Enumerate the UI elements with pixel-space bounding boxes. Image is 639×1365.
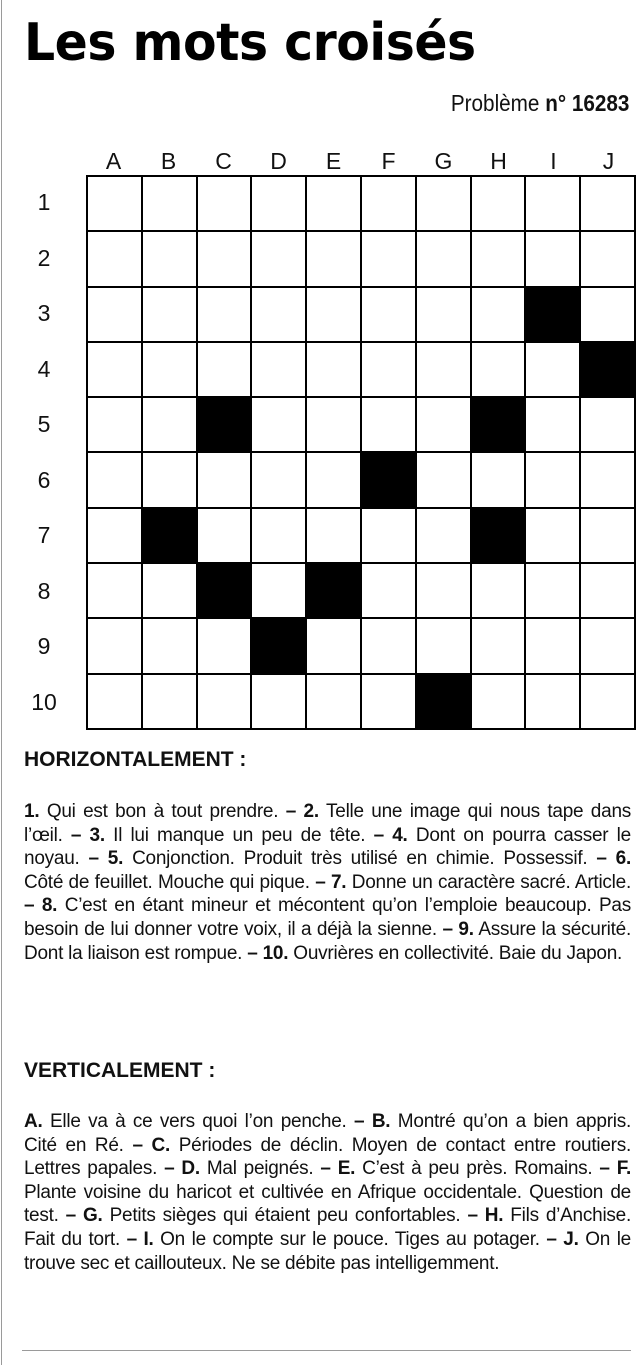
horizontal-clue-text: Côté de feuillet. Mouche qui pique. — [24, 871, 310, 893]
problem-number-prefix: n° — [544, 90, 566, 116]
horizontal-clue-number: 9. — [458, 918, 474, 940]
left-border-line — [1, 0, 2, 1365]
horizontal-clue-number: 7. — [330, 871, 347, 893]
grid-cell-e5[interactable] — [307, 398, 362, 453]
page-title: Les mots croisés — [24, 13, 476, 73]
grid-cell-i4[interactable] — [526, 343, 581, 398]
horizontal-clue-text: Dont on pourra casser le noyau. — [24, 824, 631, 870]
vertical-clue-number: E. — [337, 1158, 356, 1180]
black-cell-g10 — [417, 675, 472, 730]
grid-cell-a9[interactable] — [88, 619, 143, 674]
horizontal-heading: HORIZONTALEMENT : — [24, 748, 247, 771]
black-cell-c8 — [198, 564, 253, 619]
grid-cell-i9[interactable] — [526, 619, 581, 674]
problem-number — [450, 86, 629, 120]
clue-separator: – — [285, 801, 304, 822]
grid-cell-c3[interactable] — [198, 288, 253, 343]
vertical-clue-text: On le trouve sec et caillouteux. Ne se débite pas intelligemment. — [24, 1228, 631, 1274]
grid-cell-e6[interactable] — [307, 453, 362, 508]
grid-cell-b2[interactable] — [143, 232, 198, 287]
vertical-clue-number: D. — [181, 1158, 200, 1180]
grid-cell-g5[interactable] — [417, 398, 472, 453]
grid-cell-i2[interactable] — [526, 232, 581, 287]
vertical-clue-number: F. — [616, 1158, 631, 1180]
grid-cell-f8[interactable] — [362, 564, 417, 619]
grid-cell-b3[interactable] — [143, 288, 198, 343]
row-label-6: 6 — [37, 466, 51, 493]
grid-cell-a8[interactable] — [88, 564, 143, 619]
grid-cell-a7[interactable] — [88, 509, 143, 564]
grid-cell-h1[interactable] — [472, 177, 527, 232]
grid-cell-e1[interactable] — [307, 177, 362, 232]
grid-cell-f10[interactable] — [362, 675, 417, 730]
grid-cell-e2[interactable] — [307, 232, 362, 287]
clue-separator: – — [132, 1134, 152, 1156]
problem-label: Problème — [450, 90, 539, 116]
grid-cell-b10[interactable] — [143, 675, 198, 730]
vertical-clue-text: Elle va à ce vers quoi l’on penche. — [49, 1111, 347, 1132]
vertical-clue-number: A. — [24, 1111, 43, 1132]
clue-separator: – — [126, 1228, 144, 1250]
horizontal-clue-text: Telle une image qui nous tape dans l’œil. — [24, 801, 632, 846]
grid-cell-b4[interactable] — [143, 343, 198, 398]
horizontal-clue-text: Conjonction. Produit très utilisé en chimie. Possessif. — [132, 848, 588, 870]
horizontal-clue-text: C’est en étant mineur et mécontent qu’on l’emploie beaucoup. Pas besoin de lui donner votre voix, il a déjà la sienne. — [24, 895, 631, 940]
grid-cell-b1[interactable] — [143, 177, 198, 232]
grid-cell-h2[interactable] — [472, 232, 527, 287]
grid-cell-j7[interactable] — [581, 509, 636, 564]
horizontal-clue-number: 3. — [89, 824, 105, 846]
horizontal-clue-text: Qui est bon à tout prendre. — [46, 801, 279, 822]
horizontal-clue-text: Donne un caractère sacré. Article. — [351, 871, 631, 893]
grid-cell-e4[interactable] — [307, 343, 362, 398]
column-label-g: G — [434, 148, 453, 174]
grid-cell-f2[interactable] — [362, 232, 417, 287]
column-label-h: H — [490, 148, 507, 174]
grid-cell-c7[interactable] — [198, 509, 253, 564]
vertical-clue-text: Périodes de déclin. Moyen de contact entre routiers. Lettres papales. — [24, 1134, 632, 1180]
horizontal-clue-text: Il lui manque un peu de tête. — [113, 824, 366, 846]
horizontal-clue-number: 6. — [615, 848, 632, 870]
row-label-2: 2 — [37, 244, 51, 271]
vertical-clue-text: Fils d’Anchise. Fait du tort. — [24, 1205, 632, 1250]
grid-cell-b5[interactable] — [143, 398, 198, 453]
grid-cell-d6[interactable] — [252, 453, 307, 508]
black-cell-d9 — [252, 619, 307, 674]
horizontal-clue-text: Ouvrières en collectivité. Baie du Japon. — [293, 942, 623, 964]
grid-cell-b6[interactable] — [143, 453, 198, 508]
clue-separator: – — [373, 824, 393, 846]
grid-cell-a5[interactable] — [88, 398, 143, 453]
grid-cell-c2[interactable] — [198, 232, 253, 287]
black-cell-h5 — [472, 398, 527, 453]
grid-cell-j2[interactable] — [581, 232, 636, 287]
grid-cell-d4[interactable] — [252, 343, 307, 398]
clue-separator: – — [315, 871, 331, 893]
vertical-clue-text: C’est à peu près. Romains. — [362, 1158, 593, 1180]
clue-separator: – — [596, 848, 616, 870]
grid-cell-g8[interactable] — [417, 564, 472, 619]
grid-cell-d3[interactable] — [252, 288, 307, 343]
black-cell-j4 — [581, 343, 636, 398]
grid-cell-a2[interactable] — [88, 232, 143, 287]
grid-cell-h10[interactable] — [472, 675, 527, 730]
grid-cell-b8[interactable] — [143, 564, 198, 619]
vertical-clue-number: H. — [484, 1205, 504, 1227]
grid-cell-j10[interactable] — [581, 675, 636, 730]
vertical-clue-number: J. — [563, 1228, 579, 1250]
grid-cell-d10[interactable] — [252, 675, 307, 730]
grid-cell-c6[interactable] — [198, 453, 253, 508]
grid-cell-f7[interactable] — [362, 509, 417, 564]
black-cell-c5 — [198, 398, 253, 453]
grid-cell-h4[interactable] — [472, 343, 527, 398]
grid-cell-h3[interactable] — [472, 288, 527, 343]
grid-cell-h8[interactable] — [472, 564, 527, 619]
grid-cell-d1[interactable] — [252, 177, 307, 232]
grid-cell-i1[interactable] — [526, 177, 581, 232]
grid-cell-a1[interactable] — [88, 177, 143, 232]
column-label-a: A — [105, 148, 122, 174]
grid-cell-d7[interactable] — [252, 509, 307, 564]
grid-cell-g1[interactable] — [417, 177, 472, 232]
vertical-clue-text: On le compte sur le pouce. Tiges au potager. — [160, 1228, 540, 1250]
grid-cell-b9[interactable] — [143, 619, 198, 674]
row-label-5: 5 — [37, 411, 51, 437]
column-label-b: B — [160, 148, 177, 174]
grid-cell-g9[interactable] — [417, 619, 472, 674]
clue-separator: – — [65, 1205, 83, 1227]
crossword-grid — [86, 175, 636, 730]
vertical-clue-text: Plante voisine du haricot et cultivée en Afrique occidentale. Question de test. — [24, 1181, 631, 1227]
column-label-c: C — [215, 148, 232, 174]
row-label-8: 8 — [37, 577, 51, 604]
grid-cell-g7[interactable] — [417, 509, 472, 564]
grid-cell-i7[interactable] — [526, 509, 581, 564]
horizontal-clue-number: 5. — [107, 848, 124, 870]
clue-separator: – — [320, 1158, 338, 1180]
vertical-clue-number: I. — [143, 1228, 154, 1250]
clue-separator: – — [354, 1111, 372, 1132]
vertical-clue-text: Montré qu’on a bien appris. Cité en Ré. — [24, 1111, 632, 1156]
bottom-divider — [22, 1350, 631, 1351]
grid-cell-a3[interactable] — [88, 288, 143, 343]
black-cell-i3 — [526, 288, 581, 343]
grid-cell-f5[interactable] — [362, 398, 417, 453]
grid-cell-j1[interactable] — [581, 177, 636, 232]
black-cell-b7 — [143, 509, 198, 564]
grid-cell-d5[interactable] — [252, 398, 307, 453]
horizontal-clue-text: Assure la sécurité. Dont la liaison est rompue. — [24, 918, 631, 964]
clue-separator: – — [442, 918, 459, 940]
grid-cell-c4[interactable] — [198, 343, 253, 398]
grid-cell-g3[interactable] — [417, 288, 472, 343]
grid-cell-i5[interactable] — [526, 398, 581, 453]
grid-cell-d8[interactable] — [252, 564, 307, 619]
grid-cell-f3[interactable] — [362, 288, 417, 343]
grid-cell-c1[interactable] — [198, 177, 253, 232]
clue-separator: – — [164, 1158, 182, 1180]
grid-cell-e9[interactable] — [307, 619, 362, 674]
clue-separator: – — [70, 824, 90, 846]
grid-cell-a10[interactable] — [88, 675, 143, 730]
grid-cell-f9[interactable] — [362, 619, 417, 674]
row-label-4: 4 — [37, 355, 51, 382]
grid-cell-f1[interactable] — [362, 177, 417, 232]
black-cell-f6 — [362, 453, 417, 508]
horizontal-clue-number: 4. — [392, 824, 408, 846]
vertical-clue-text: Mal peignés. — [206, 1158, 314, 1180]
horizontal-clue-number: 2. — [303, 801, 319, 822]
horizontal-clues — [24, 800, 631, 965]
row-label-10: 10 — [31, 688, 57, 715]
grid-cell-h6[interactable] — [472, 453, 527, 508]
row-label-9: 9 — [37, 633, 51, 659]
grid-cell-d2[interactable] — [252, 232, 307, 287]
horizontal-clue-number: 8. — [41, 895, 58, 917]
clue-separator: – — [88, 848, 108, 870]
grid-cell-e7[interactable] — [307, 509, 362, 564]
column-label-i: I — [550, 148, 557, 174]
vertical-clue-number: G. — [83, 1205, 103, 1227]
grid-cell-i8[interactable] — [526, 564, 581, 619]
grid-cell-i10[interactable] — [526, 675, 581, 730]
vertical-clue-number: C. — [151, 1134, 170, 1156]
column-label-f: F — [381, 148, 396, 174]
grid-cell-j8[interactable] — [581, 564, 636, 619]
grid-cell-j3[interactable] — [581, 288, 636, 343]
grid-cell-j5[interactable] — [581, 398, 636, 453]
grid-cell-e3[interactable] — [307, 288, 362, 343]
clue-separator: – — [247, 942, 263, 964]
grid-cell-g2[interactable] — [417, 232, 472, 287]
clue-separator: – — [467, 1205, 485, 1227]
clue-separator: – — [24, 895, 42, 917]
vertical-clue-number: B. — [371, 1111, 391, 1132]
row-label-1: 1 — [37, 189, 51, 215]
grid-cell-j6[interactable] — [581, 453, 636, 508]
problem-number-value: 16283 — [571, 90, 629, 116]
grid-cell-g6[interactable] — [417, 453, 472, 508]
black-cell-h7 — [472, 509, 527, 564]
grid-cell-c10[interactable] — [198, 675, 253, 730]
clue-separator: – — [599, 1158, 617, 1180]
horizontal-clue-number: 1. — [24, 801, 40, 822]
horizontal-clue-number: 10. — [262, 942, 289, 964]
vertical-clues — [24, 1110, 631, 1275]
column-label-d: D — [270, 148, 287, 174]
column-label-j: J — [602, 148, 615, 174]
grid-cell-j9[interactable] — [581, 619, 636, 674]
clue-separator: – — [546, 1228, 564, 1250]
grid-cell-h9[interactable] — [472, 619, 527, 674]
grid-cell-f4[interactable] — [362, 343, 417, 398]
grid-cell-a4[interactable] — [88, 343, 143, 398]
grid-cell-a6[interactable] — [88, 453, 143, 508]
grid-cell-i6[interactable] — [526, 453, 581, 508]
grid-cell-c9[interactable] — [198, 619, 253, 674]
grid-cell-e10[interactable] — [307, 675, 362, 730]
row-label-3: 3 — [37, 300, 51, 326]
column-label-e: E — [325, 148, 342, 174]
vertical-heading: VERTICALEMENT : — [24, 1059, 216, 1082]
black-cell-e8 — [307, 564, 362, 619]
vertical-clue-text: Petits sièges qui étaient peu confortables. — [109, 1205, 461, 1227]
grid-cell-g4[interactable] — [417, 343, 472, 398]
row-label-7: 7 — [37, 522, 51, 548]
